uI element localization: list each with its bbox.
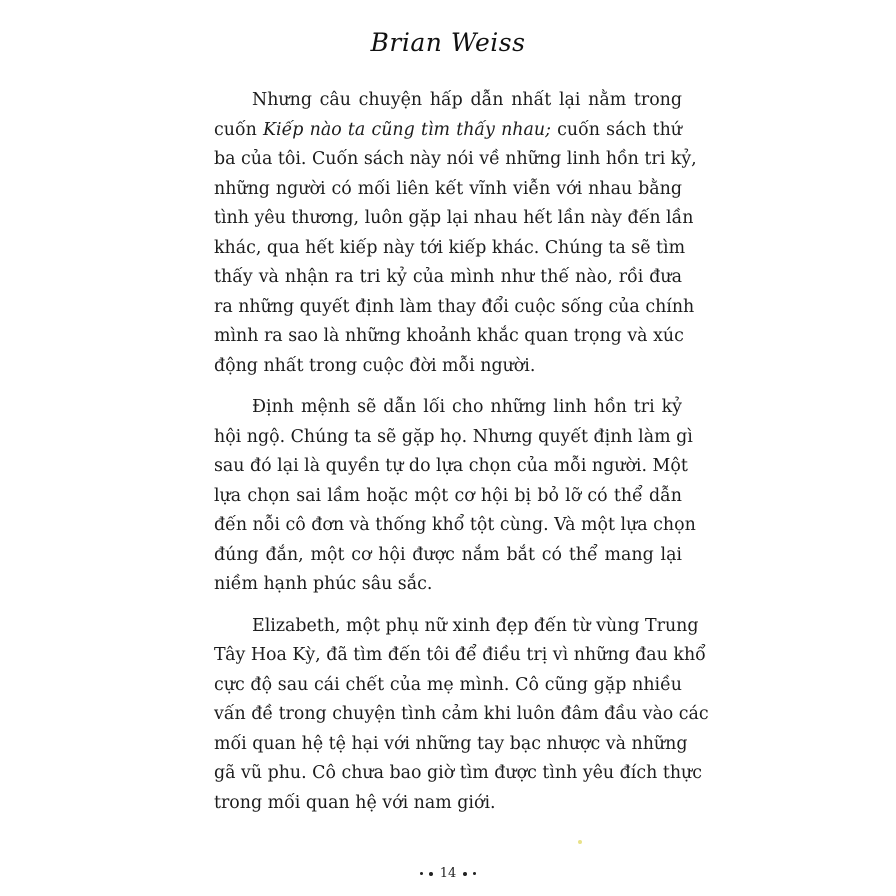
text-line: ra những quyết định làm thay đổi cuộc sống của chính xyxy=(214,296,695,317)
text-line: đúng đắn, một cơ hội được nắm bắt có thể mang lại xyxy=(214,544,682,565)
text-line: Tây Hoa Kỳ, đã tìm đến tôi để điều trị vì những đau khổ xyxy=(214,645,706,665)
text-line: vấn đề trong chuyện tình cảm khi luôn đâm đầu vào các xyxy=(214,704,709,724)
ornament-dot xyxy=(473,872,476,875)
text-line: đến nỗi cô đơn và thống khổ tột cùng. Và một lựa chọn xyxy=(214,515,696,535)
ornament-dot xyxy=(420,872,423,875)
paragraph xyxy=(214,612,709,819)
running-header-author: Brian Weiss xyxy=(370,28,526,57)
text-line: hội ngộ. Chúng ta sẽ gặp họ. Nhưng quyết định làm gì xyxy=(214,426,693,447)
text-line: mối quan hệ tệ hại với những tay bạc nhược và những xyxy=(214,733,688,754)
text-line xyxy=(214,116,682,146)
text-line: khác, qua hết kiếp này tới kiếp khác. Chúng ta sẽ tìm xyxy=(214,237,686,258)
page-footer xyxy=(0,866,896,881)
page-number: 14 xyxy=(439,866,457,881)
paragraph xyxy=(214,393,696,600)
text-line: Nhưng câu chuyện hấp dẫn nhất lại nằm trong xyxy=(252,90,682,110)
text-run: cuốn sách thứ xyxy=(550,119,683,140)
paper-speck xyxy=(578,840,582,844)
text-run: cuốn xyxy=(214,119,264,140)
text-line: Elizabeth, một phụ nữ xinh đẹp đến từ vùng Trung xyxy=(252,615,699,636)
text-line: thấy và nhận ra tri kỷ của mình như thế nào, rồi đưa xyxy=(214,267,682,287)
book-title-italic: Kiếp nào ta cũng tìm thấy nhau; xyxy=(263,119,551,140)
paragraph xyxy=(214,86,697,381)
ornament-dot xyxy=(463,872,467,876)
body-text xyxy=(214,86,709,830)
text-line: lựa chọn sai lầm hoặc một cơ hội bị bỏ lỡ có thể dẫn xyxy=(214,485,682,506)
text-line: ba của tôi. Cuốn sách này nói về những linh hồn tri kỷ, xyxy=(214,149,697,169)
text-line: mình ra sao là những khoảnh khắc quan trọng và xúc xyxy=(214,326,684,346)
text-line: gã vũ phu. Cô chưa bao giờ tìm được tình yêu đích thực xyxy=(214,763,702,783)
text-line: sau đó lại là quyền tự do lựa chọn của mỗi người. Một xyxy=(214,456,688,476)
ornament-dot xyxy=(429,872,433,876)
text-line: niềm hạnh phúc sâu sắc. xyxy=(214,574,433,594)
text-line: những người có mối liên kết vĩnh viễn với nhau bằng xyxy=(214,178,682,199)
text-line: cực độ sau cái chết của mẹ mình. Cô cũng gặp nhiều xyxy=(214,674,682,695)
text-line: trong mối quan hệ với nam giới. xyxy=(214,792,496,813)
text-line: tình yêu thương, luôn gặp lại nhau hết lần này đến lần xyxy=(214,208,694,228)
text-line: Định mệnh sẽ dẫn lối cho những linh hồn tri kỷ xyxy=(252,397,682,417)
text-line: động nhất trong cuộc đời mỗi người. xyxy=(214,355,536,376)
